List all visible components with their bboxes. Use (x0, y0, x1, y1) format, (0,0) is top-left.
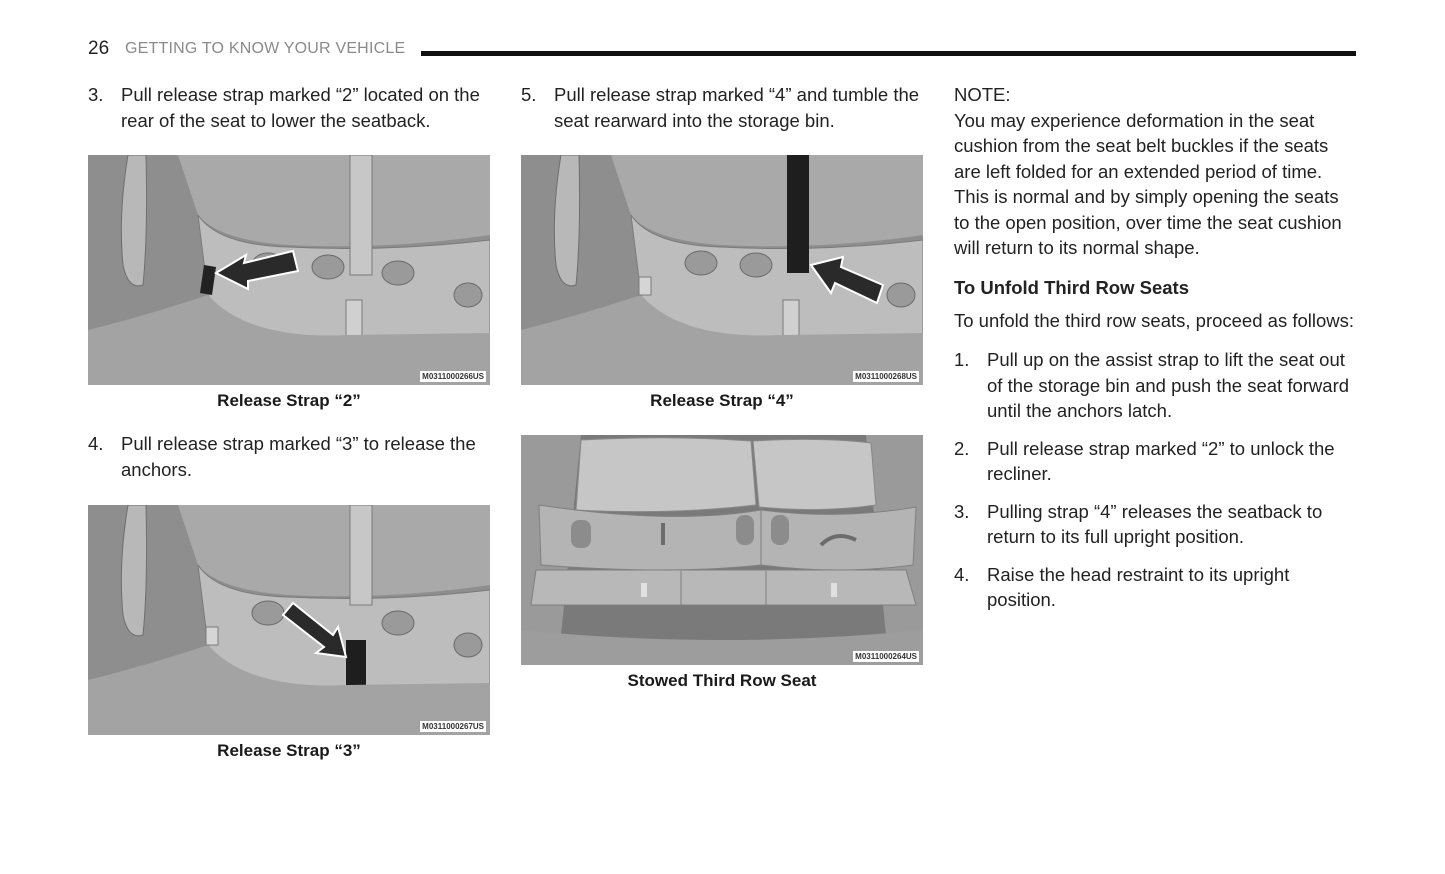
figure-release-strap-3 (88, 505, 490, 735)
intro-text: To unfold the third row seats, proceed as follows: (954, 309, 1355, 331)
step-number: 5. (521, 84, 537, 105)
column-2 (521, 82, 923, 691)
step-number: 4. (88, 433, 104, 454)
step-number: 4. (954, 563, 970, 585)
figure-id: M0311000264US (855, 652, 917, 661)
stowed-seat-illustration (521, 435, 923, 665)
subheading: To Unfold Third Row Seats (954, 276, 1190, 298)
seat-illustration-strap-3 (88, 505, 490, 735)
step-number: 1. (954, 349, 970, 370)
figure-caption: Release Strap “3” (217, 741, 361, 760)
figure-id: M0311000267US (422, 722, 484, 731)
step-text: Pull up on the assist strap to lift the seat out of the storage bin and push the seat forward until the anchors latch. (987, 349, 1350, 421)
step-3 (88, 82, 490, 133)
step-5 (521, 82, 923, 133)
step-text: Pull release strap marked “2” located on the rear of the seat to lower the seatback. (121, 84, 480, 131)
seat-illustration-strap-4 (521, 155, 923, 385)
figure-release-strap-2 (88, 155, 490, 385)
section-title: GETTING TO KNOW YOUR VEHICLE (125, 40, 406, 57)
column-1 (88, 82, 490, 761)
figure-stowed-seat (521, 435, 923, 665)
seat-illustration-strap-2 (88, 155, 490, 385)
step-text: Pulling strap “4” releases the seatback to return to its full upright position. (987, 500, 1323, 547)
unfold-step-4 (954, 562, 1356, 613)
step-number: 3. (954, 500, 970, 522)
unfold-step-1 (954, 347, 1356, 424)
step-text: Pull release strap marked “3” to release the anchors. (121, 433, 476, 480)
figure-caption: Release Strap “4” (650, 391, 794, 410)
step-text: Pull release strap marked “2” to unlock the recliner. (987, 437, 1335, 484)
unfold-step-3 (954, 499, 1356, 550)
figure-caption: Stowed Third Row Seat (627, 671, 817, 690)
step-number: 2. (954, 437, 970, 459)
step-number: 3. (88, 84, 104, 105)
page-number: 26 (88, 38, 110, 59)
figure-id: M0311000266US (422, 372, 484, 381)
column-3 (954, 82, 1356, 625)
unfold-step-2 (954, 436, 1356, 487)
figure-id: M0311000268US (855, 372, 917, 381)
figure-caption: Release Strap “2” (217, 391, 361, 410)
step-4 (88, 431, 490, 482)
note-text: You may experience deformation in the seat cushion from the seat belt buckles if the seats are left folded for an extended period of time. This is normal and by simply opening the seats to the open position, over time the seat cushion will return to its normal shape. (954, 109, 1342, 258)
page-header (88, 38, 1356, 62)
header-rule (421, 51, 1356, 56)
note-label: NOTE: (954, 84, 1011, 105)
step-text: Pull release strap marked “4” and tumble the seat rearward into the storage bin. (554, 84, 920, 131)
step-text: Raise the head restraint to its upright position. (987, 563, 1290, 610)
figure-release-strap-4 (521, 155, 923, 385)
